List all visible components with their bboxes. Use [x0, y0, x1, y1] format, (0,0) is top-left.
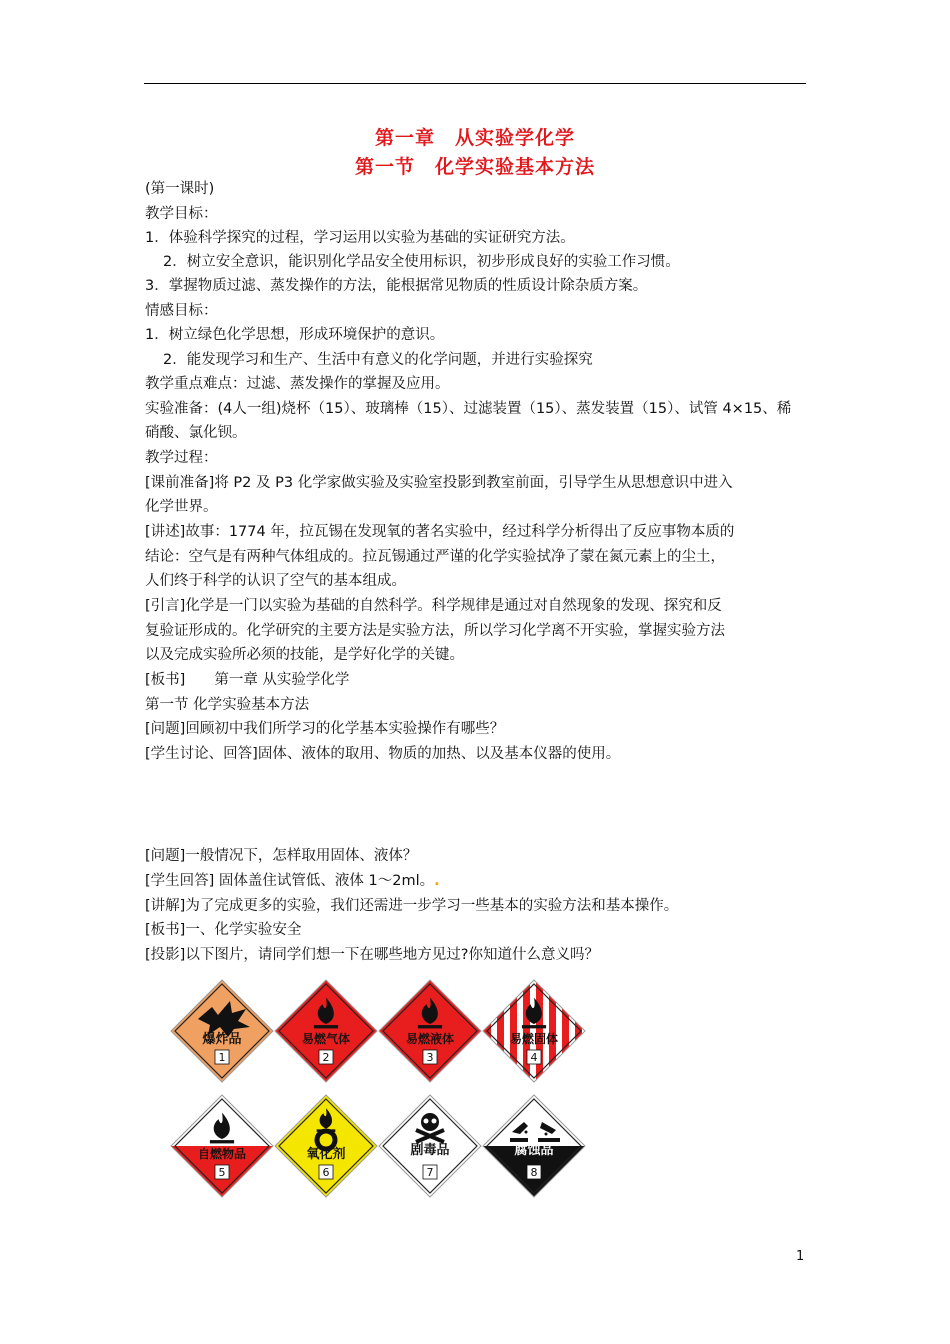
teaching-goals-heading: 教学目标： — [145, 206, 218, 222]
story-line-2: 结论：空气是有两种气体组成的。拉瓦锡通过严谨的化学实验拭净了蒙在氮元素上的尘土， — [145, 549, 725, 565]
page-number: 1 — [796, 1249, 805, 1264]
student-answer-1: [学生讨论、回答]固体、液体的取用、物质的加热、以及基本仪器的使用。 — [145, 746, 621, 762]
hazard-sign-label: 自燃物品 — [197, 1147, 247, 1161]
hazard-sign-spontaneous-combustion — [168, 1092, 276, 1200]
prep-line-1: [课前准备]将 P2 及 P3 化学家做实验及实验室投影到教室前面，引导学生从思想意识中进入 — [145, 475, 733, 491]
goal-2: 2．树立安全意识，能识别化学品安全使用标识，初步形成良好的实验工作习惯。 — [163, 254, 680, 270]
explosion-icon — [168, 977, 276, 1085]
header-rule — [144, 83, 806, 84]
hazard-sign-flammable-solid — [480, 977, 588, 1085]
lesson-period: (第一课时) — [145, 181, 215, 197]
hazard-sign-label: 易燃气体 — [301, 1032, 351, 1046]
hazard-signs-grid — [168, 977, 598, 1217]
hazard-sign-label: 剧毒品 — [410, 1143, 450, 1158]
hazard-sign-label: 易燃液体 — [405, 1032, 455, 1046]
flame-icon — [480, 977, 588, 1085]
hazard-sign-label: 氧化剂 — [306, 1147, 346, 1162]
skull-crossbones-icon — [376, 1092, 484, 1200]
hazard-sign-toxic — [376, 1092, 484, 1200]
student-answer-2: [学生回答] 固体盖住试管低、液体 1～2ml。. — [145, 873, 440, 889]
story-line-3: 人们终于科学的认识了空气的基本组成。 — [145, 573, 406, 589]
materials-line-2: 硝酸、氯化钡。 — [145, 425, 247, 441]
section-title: 第一节 化学实验基本方法 — [354, 156, 595, 178]
hazard-sign-flammable-gas — [272, 977, 380, 1085]
intro-line-2: 复验证形成的。化学研究的主要方法是实验方法，所以学习化学离不开实验，掌握实验方法 — [145, 623, 725, 639]
hazard-sign-number: 5 — [218, 1166, 226, 1179]
board-section: 第一节 化学实验基本方法 — [145, 697, 310, 713]
goal-3: 3．掌握物质过滤、蒸发操作的方法，能根据常见物质的性质设计除杂质方案。 — [145, 278, 648, 294]
hazard-sign-number: 8 — [530, 1166, 538, 1179]
prep-line-2: 化学世界。 — [145, 499, 218, 515]
emotion-goal-2: 2．能发现学习和生产、生活中有意义的化学问题，并进行实验探究 — [163, 352, 593, 368]
highlight-dot: . — [434, 873, 440, 889]
hazard-sign-oxidizer — [272, 1092, 380, 1200]
question-2: [问题]一般情况下，怎样取用固体、液体？ — [145, 848, 418, 864]
intro-line-1: [引言]化学是一门以实验为基础的自然科学。科学规律是通过对自然现象的发现、探究和反 — [145, 598, 722, 614]
hazard-sign-label: 爆炸品 — [202, 1032, 242, 1047]
explanation: [讲解]为了完成更多的实验，我们还需进一步学习一些基本的实验方法和基本操作。 — [145, 898, 679, 914]
process-heading: 教学过程： — [145, 450, 218, 466]
projection-question: [投影]以下图片，请同学们想一下在哪些地方见过?你知道什么意义吗？ — [145, 947, 600, 963]
hazard-sign-number: 6 — [322, 1166, 330, 1179]
story-line-1: [讲述]故事：1774 年，拉瓦锡在发现氧的著名实验中，经过科学分析得出了反应事物本质的 — [145, 524, 735, 540]
hazard-sign-label: 腐蚀品 — [514, 1143, 554, 1158]
chapter-title: 第一章 从实验学化学 — [374, 127, 575, 149]
hazard-sign-label: 易燃固体 — [509, 1032, 559, 1046]
hazard-sign-number: 4 — [530, 1051, 538, 1064]
board-chapter: [板书] 第一章 从实验学化学 — [145, 672, 350, 688]
flame-icon — [168, 1092, 276, 1200]
hazard-sign-flammable-liquid — [376, 977, 484, 1085]
question-1: [问题]回顾初中我们所学习的化学基本实验操作有哪些？ — [145, 721, 505, 737]
hazard-sign-number: 2 — [322, 1051, 330, 1064]
emotion-goal-1: 1．树立绿色化学思想，形成环境保护的意识。 — [145, 327, 445, 343]
key-points: 教学重点难点：过滤、蒸发操作的掌握及应用。 — [145, 376, 450, 392]
oxidizer-flame-icon — [272, 1092, 380, 1200]
hazard-sign-number: 1 — [218, 1051, 226, 1064]
emotion-goals-heading: 情感目标： — [145, 303, 218, 319]
intro-line-3: 以及完成实验所必须的技能，是学好化学的关键。 — [145, 647, 464, 663]
materials-line-1: 实验准备：(4人一组)烧杯（15）、玻璃棒（15）、过滤装置（15）、蒸发装置（15）、试管 4×15、稀 — [145, 401, 792, 417]
flame-icon — [376, 977, 484, 1085]
hazard-sign-number: 3 — [426, 1051, 434, 1064]
hazard-sign-explosive — [168, 977, 276, 1085]
goal-1: 1．体验科学探究的过程，学习运用以实验为基础的实证研究方法。 — [145, 230, 575, 246]
hazard-sign-number: 7 — [426, 1166, 434, 1179]
hazard-sign-corrosive — [480, 1092, 588, 1200]
board-safety: [板书]一、化学实验安全 — [145, 922, 302, 938]
flame-icon — [272, 977, 380, 1085]
corrosion-icon — [480, 1092, 588, 1200]
